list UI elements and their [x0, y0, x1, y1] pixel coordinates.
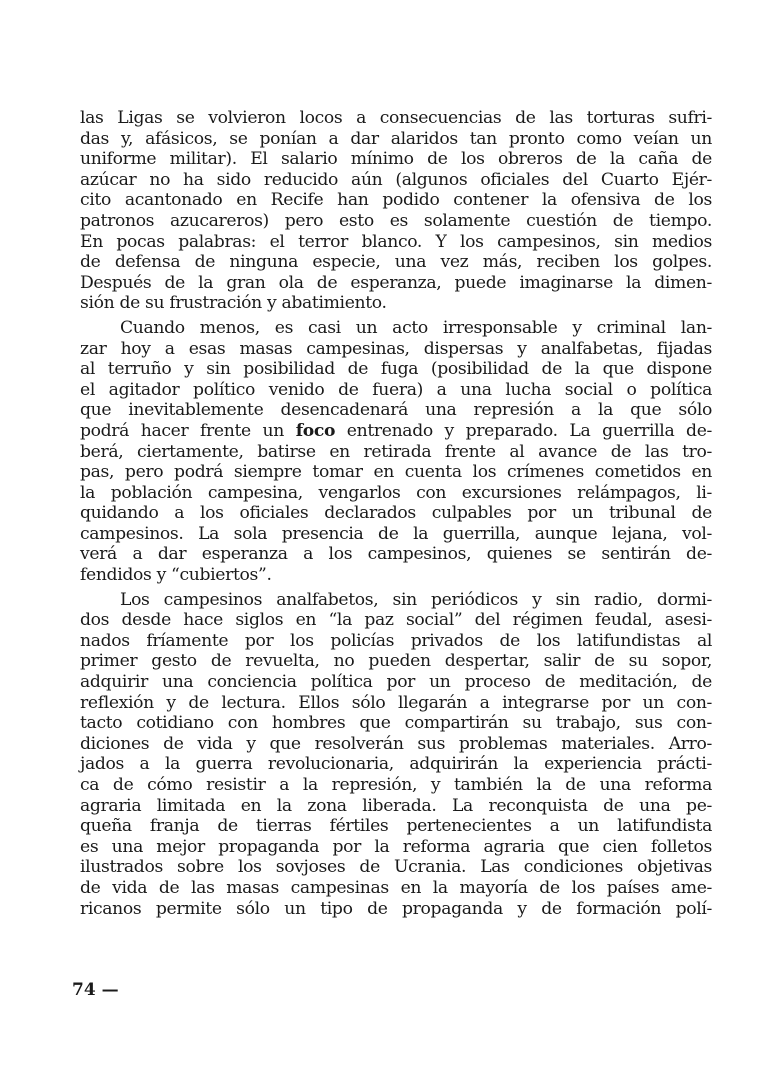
text-line: la población campesina, vengarlos con excursiones relámpagos, li-	[80, 482, 712, 503]
text-line: campesinos. La sola presencia de la guerrilla, aunque lejana, vol-	[80, 523, 712, 544]
text-line: sión de su frustración y abatimiento.	[80, 293, 387, 314]
text-line: reflexión y de lectura. Ellos sólo llegarán a integrarse por un con-	[80, 692, 712, 713]
text-line: que inevitablemente desencadenará una represión a la que sólo	[80, 400, 712, 421]
text-line: ilustrados sobre los sovjoses de Ucrania. Las condiciones objetivas	[80, 857, 712, 878]
text-line: Después de la gran ola de esperanza, puede imaginarse la dimen-	[80, 272, 712, 293]
text-line: de vida de las masas campesinas en la mayoría de los países ame-	[80, 877, 712, 898]
text-line: patronos azucareros) pero esto es solamente cuestión de tiempo.	[80, 210, 712, 231]
text-line: berá, ciertamente, batirse en retirada frente al avance de las tro-	[80, 441, 712, 462]
text-line: queña franja de tierras fértiles pertenecientes a un latifundista	[80, 816, 712, 837]
paragraph	[80, 318, 712, 586]
text-line: es una mejor propaganda por la reforma agraria que cien folletos	[80, 836, 712, 857]
text-line: quidando a los oficiales declarados culpables por un tribunal de	[80, 503, 712, 524]
text-line: adquirir una conciencia política por un proceso de meditación, de	[80, 672, 712, 693]
text-line: las Ligas se volvieron locos a consecuencias de las torturas sufri-	[80, 108, 712, 128]
paragraph	[80, 590, 712, 920]
text-line: jados a la guerra revolucionaria, adquirirán la experiencia prácti-	[80, 754, 712, 775]
text-line: dos desde hace siglos en “la paz social” del régimen feudal, asesi-	[80, 610, 712, 631]
text-line: primer gesto de revuelta, no pueden despertar, salir de su sopor,	[80, 651, 712, 672]
text-line: pas, pero podrá siempre tomar en cuenta los crímenes cometidos en	[80, 462, 712, 483]
text-line: el agitador político venido de fuera) a una lucha social o política	[80, 379, 712, 400]
page-body	[80, 108, 712, 919]
text-line: En pocas palabras: el terror blanco. Y los campesinos, sin medios	[80, 231, 712, 252]
text-line: nados fríamente por los policías privados de los latifundistas al	[80, 630, 712, 651]
text-line: cito acantonado en Recife han podido contener la ofensiva de los	[80, 190, 712, 211]
text-line: al terruño y sin posibilidad de fuga (posibilidad de la que dispone	[80, 359, 712, 380]
text-line: diciones de vida y que resolverán sus problemas materiales. Arro-	[80, 733, 712, 754]
text-line: ca de cómo resistir a la represión, y también la de una reforma	[80, 775, 712, 795]
emphasized-word: foco	[295, 420, 336, 441]
text-line: verá a dar esperanza a los campesinos, quienes se sentirán de-	[80, 544, 712, 565]
text-line: ricanos permite sólo un tipo de propaganda y de formación polí-	[80, 898, 712, 919]
text-line: de defensa de ninguna especie, una vez más, reciben los golpes.	[80, 252, 712, 273]
paragraph	[80, 108, 712, 314]
text-line: agraria limitada en la zona liberada. La reconquista de una pe-	[80, 795, 712, 816]
text-line: fendidos y “cubiertos”.	[80, 565, 272, 586]
text-line: das y, afásicos, se ponían a dar alaridos tan pronto como veían un	[80, 128, 712, 149]
text-line: uniforme militar). El salario mínimo de los obreros de la caña de	[80, 149, 712, 170]
text-line: zar hoy a esas masas campesinas, dispersas y analfabetas, fijadas	[80, 338, 712, 359]
text-line: azúcar no ha sido reducido aún (algunos oficiales del Cuarto Ejér-	[80, 169, 712, 190]
text-line: tacto cotidiano con hombres que compartirán su trabajo, sus con-	[80, 713, 712, 734]
text-line: Cuando menos, es casi un acto irresponsable y criminal lan-	[120, 317, 712, 338]
page-number: 74 —	[72, 980, 119, 1000]
text-line: podrá hacer frente un foco entrenado y preparado. La guerrilla de-	[80, 420, 712, 441]
text-line: Los campesinos analfabetos, sin periódicos y sin radio, dormi-	[120, 589, 712, 610]
